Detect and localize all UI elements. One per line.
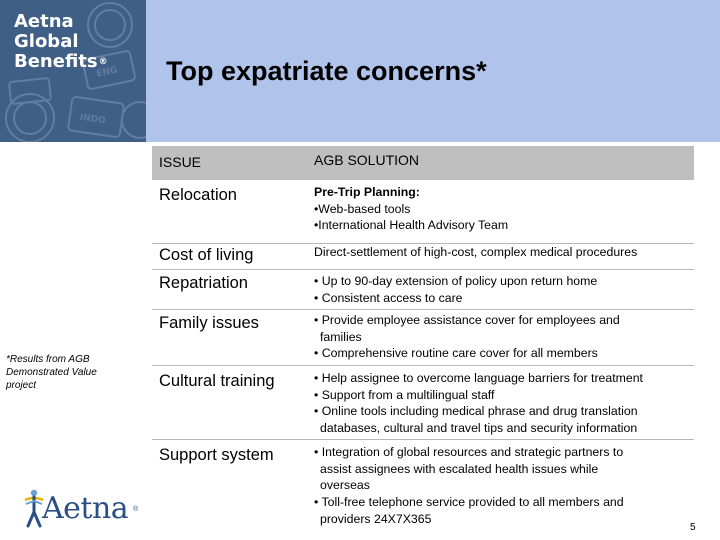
brand-line-2: Global	[14, 31, 79, 52]
solution-line: Pre-Trip Planning:	[314, 185, 420, 199]
brand-name	[14, 12, 108, 72]
header-issue: ISSUE	[159, 154, 202, 170]
header-solution: AGB SOLUTION	[314, 152, 420, 168]
solution-line: • Comprehensive routine care cover for all members	[314, 346, 598, 361]
brand-line-3	[14, 52, 108, 72]
solution-line: • Toll-free telephone service provided to all members and	[314, 495, 624, 510]
table-row	[152, 244, 694, 270]
solution-line: •Web-based tools	[314, 201, 411, 216]
slide-title: Top expatriate concerns*	[166, 56, 487, 86]
solution-line: overseas	[320, 478, 370, 493]
solution-line: • Help assignee to overcome language barriers for treatment	[314, 371, 643, 385]
solution-cell	[314, 184, 690, 234]
solution-line: • Integration of global resources and strategic partners to	[314, 445, 624, 459]
solution-line: • Provide employee assistance cover for employees and	[314, 313, 620, 327]
solution-line: • Online tools including medical phrase and drug translation	[314, 404, 638, 419]
solution-line: • Support from a multilingual staff	[314, 387, 495, 402]
solution-line: • Consistent access to care	[314, 290, 463, 305]
table-row	[152, 366, 694, 440]
issue-cell: Family issues	[159, 314, 259, 332]
solution-cell	[314, 244, 690, 261]
solution-line: assist assignees with escalated health issues while	[320, 461, 599, 476]
table-row	[152, 440, 694, 532]
brand-line-1: Aetna	[14, 11, 74, 32]
solution-line: families	[320, 329, 362, 344]
svg-text:ENG: ENG	[95, 65, 119, 80]
solution-line: providers 24X7X365	[320, 511, 432, 526]
table-row	[152, 270, 694, 310]
solution-line: •International Health Advisory Team	[314, 218, 509, 233]
table-row	[152, 310, 694, 366]
table-header-row	[152, 146, 694, 180]
svg-text:INDO: INDO	[79, 112, 107, 127]
title-band	[146, 0, 720, 142]
brand-tile	[0, 0, 146, 142]
page-number: 5	[690, 522, 696, 533]
aetna-reg-mark: ®	[133, 506, 139, 513]
brand-reg-mark: ®	[98, 57, 108, 67]
table-row	[152, 180, 694, 244]
issue-cell: Support system	[159, 446, 274, 464]
solution-line: databases, cultural and travel tips and security information	[320, 421, 638, 436]
issue-cell: Cost of living	[159, 246, 254, 264]
footnote: *Results from AGB Demonstrated Value project	[6, 354, 97, 391]
solution-cell	[314, 444, 690, 528]
issue-cell: Relocation	[159, 186, 237, 204]
solution-cell	[314, 370, 690, 437]
brand-line-3-text: Benefits	[14, 51, 98, 72]
issue-cell: Repatriation	[159, 274, 248, 292]
solution-cell	[314, 312, 690, 362]
issue-cell: Cultural training	[159, 372, 275, 390]
solution-line: Direct-settlement of high-cost, complex medical procedures	[314, 245, 638, 259]
solution-cell	[314, 273, 690, 306]
solution-line: • Up to 90-day extension of policy upon return home	[314, 274, 598, 288]
aetna-wordmark: Aetna	[42, 491, 129, 526]
